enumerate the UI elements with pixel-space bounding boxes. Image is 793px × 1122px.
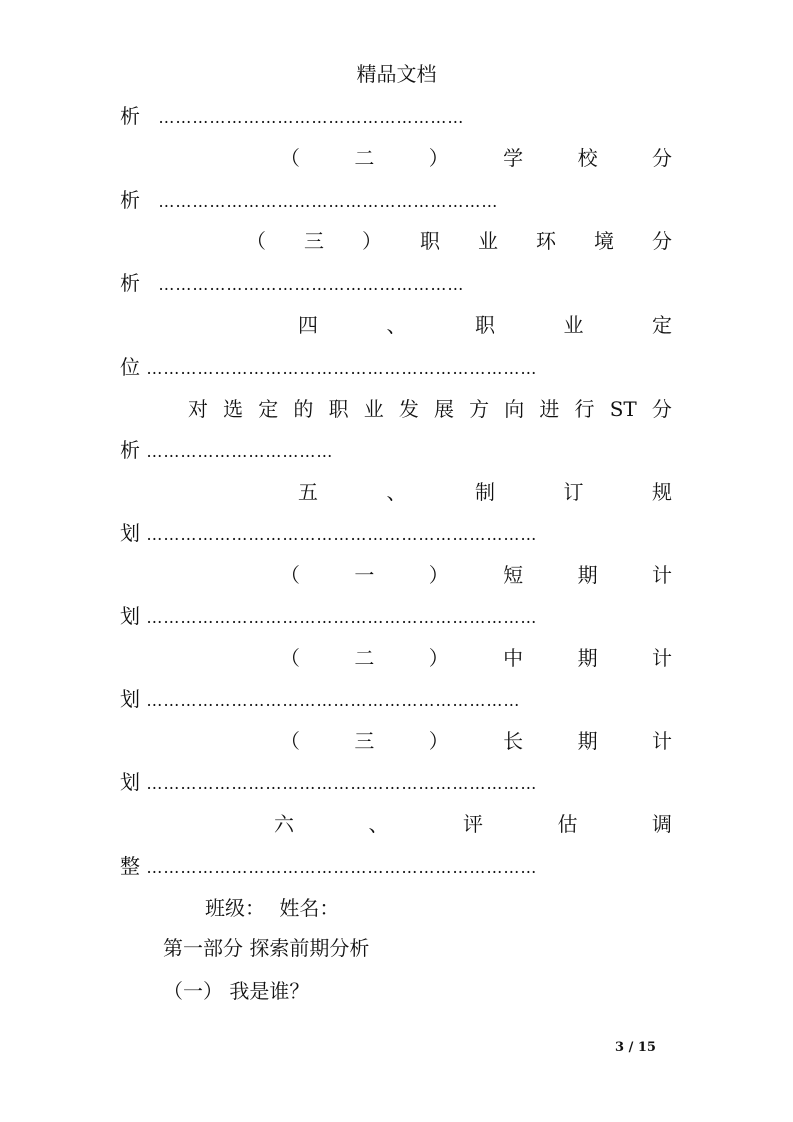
toc-dots: …………………………………………………………… [146, 359, 538, 378]
section-title: 第一部分 探索前期分析 [163, 936, 370, 960]
toc-line [120, 767, 672, 797]
toc-char: 六 [274, 812, 294, 836]
page-number: 3 / 15 [615, 1040, 656, 1055]
toc-dots: …………………………… [146, 442, 334, 461]
toc-line [280, 560, 672, 590]
toc-char: 分 [651, 146, 672, 170]
toc-char: 选 [223, 397, 244, 421]
toc-line [274, 809, 672, 839]
toc-char: 、 [386, 313, 407, 337]
toc-char: 定 [258, 397, 279, 421]
toc-tail: 划 [120, 604, 140, 628]
toc-char: 中 [503, 646, 524, 670]
toc-dots: …………………………………………………………… [146, 608, 538, 627]
toc-char: 业 [363, 397, 384, 421]
toc-dots: …………………………………………………………… [146, 525, 538, 544]
toc-char: 期 [577, 646, 598, 670]
toc-dots: …………………………………………………………… [146, 774, 538, 793]
toc-char: 计 [651, 646, 672, 670]
toc-char: 校 [577, 146, 598, 170]
toc-char: （ [280, 729, 300, 753]
toc-line [298, 477, 672, 507]
toc-line [298, 310, 672, 340]
toc-line [188, 394, 672, 424]
toc-char: ） [428, 729, 449, 753]
toc-tail: 划 [120, 687, 140, 711]
toc-char: 进 [539, 397, 560, 421]
toc-line [120, 601, 672, 631]
toc-char: ） [428, 646, 449, 670]
toc-char: 评 [463, 812, 483, 836]
toc-char: ） [428, 563, 449, 587]
toc-char: 环 [536, 229, 556, 253]
toc-line [120, 352, 672, 382]
toc-char: 分 [651, 397, 672, 421]
toc-tail: 整 [120, 854, 140, 878]
toc-dots: …………………………………………………………… [146, 858, 538, 877]
toc-char: （ [246, 229, 266, 253]
toc-char: 订 [563, 480, 584, 504]
toc-char: 期 [577, 563, 598, 587]
toc-char: ST [609, 397, 637, 421]
toc-line [120, 101, 672, 131]
toc-line [120, 268, 672, 298]
toc-char: 二 [354, 646, 375, 670]
toc-tail: 划 [120, 521, 140, 545]
toc-line [120, 684, 672, 714]
toc-char: 调 [652, 812, 672, 836]
page-header: 精品文档 [356, 62, 437, 86]
toc-char: 估 [557, 812, 578, 836]
toc-line [246, 226, 672, 256]
toc-char: 期 [577, 729, 598, 753]
toc-char: 方 [469, 397, 490, 421]
toc-char: 发 [398, 397, 419, 421]
toc-tail: 位 [120, 355, 140, 379]
toc-char: 四 [298, 313, 318, 337]
subsection-title: （一） 我是谁？ [163, 979, 310, 1003]
toc-line [280, 726, 672, 756]
toc-char: 学 [503, 146, 524, 170]
toc-char: 境 [594, 229, 614, 253]
toc-tail: 析 [120, 188, 140, 212]
toc-char: （ [280, 146, 300, 170]
toc-tail: 析 [120, 104, 140, 128]
toc-char: 行 [574, 397, 595, 421]
class-label: 班级： [205, 896, 265, 920]
toc-char: 业 [478, 229, 498, 253]
toc-char: （ [280, 646, 300, 670]
toc-tail: 析 [120, 271, 140, 295]
toc-char: 五 [298, 480, 318, 504]
class-name-line [205, 893, 339, 923]
toc-char: 规 [652, 480, 672, 504]
toc-char: 定 [652, 313, 672, 337]
toc-char: 短 [503, 563, 524, 587]
toc-char: 制 [475, 480, 495, 504]
toc-char: 职 [475, 313, 495, 337]
toc-char: 计 [651, 729, 672, 753]
toc-dots: …………………………………………………… [158, 192, 499, 211]
toc-char: 职 [328, 397, 349, 421]
toc-dots: ……………………………………………… [158, 108, 465, 127]
toc-line [120, 851, 672, 881]
toc-dots: ………………………………………………………… [146, 691, 521, 710]
toc-char: 、 [386, 480, 407, 504]
toc-tail: 划 [120, 770, 140, 794]
toc-line [280, 643, 672, 673]
toc-char: ） [428, 146, 449, 170]
toc-char: ） [362, 229, 382, 253]
toc-line [120, 185, 672, 215]
toc-char: 向 [504, 397, 525, 421]
toc-line [280, 143, 672, 173]
toc-char: 长 [503, 729, 524, 753]
toc-char: 一 [354, 563, 375, 587]
toc-char: 职 [420, 229, 440, 253]
toc-char: 业 [563, 313, 584, 337]
toc-char: 三 [354, 729, 375, 753]
toc-dots: ……………………………………………… [158, 275, 465, 294]
toc-line [120, 435, 672, 465]
toc-char: 的 [293, 397, 314, 421]
name-label: 姓名： [279, 896, 340, 920]
toc-char: 、 [368, 812, 389, 836]
toc-char: 对 [188, 397, 208, 421]
toc-char: 展 [433, 397, 454, 421]
toc-line [120, 518, 672, 548]
toc-char: 三 [304, 229, 324, 253]
toc-char: 计 [651, 563, 672, 587]
toc-char: 二 [354, 146, 375, 170]
toc-tail: 析 [120, 438, 140, 462]
toc-char: （ [280, 563, 300, 587]
toc-char: 分 [652, 229, 672, 253]
